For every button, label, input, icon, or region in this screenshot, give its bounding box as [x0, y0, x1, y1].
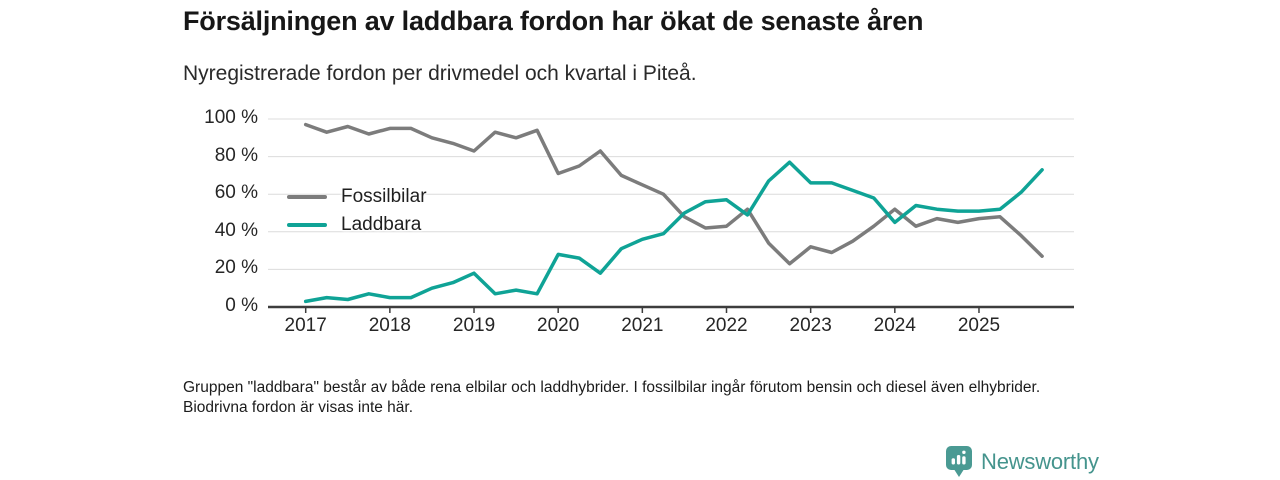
chart-footnote: Gruppen "laddbara" består av både rena elbilar och laddhybrider. I fossilbilar ingår förutom bensin och diesel även elhybrider. Biodrivna fordon är visas inte här.: [183, 379, 1041, 416]
x-axis-label: 2017: [284, 315, 327, 336]
page-title: Försäljningen av laddbara fordon har ökat de senaste åren: [183, 6, 924, 36]
x-axis-label: 2023: [789, 315, 832, 336]
x-axis-label: 2021: [621, 315, 664, 336]
newsworthy-pin-barchart-icon: [946, 446, 972, 477]
chart-legend: [287, 183, 427, 239]
x-axis-label: 2022: [705, 315, 748, 336]
x-axis-label: 2019: [452, 315, 496, 336]
y-axis-label: 20 %: [214, 257, 258, 279]
x-axis-label: 2024: [873, 315, 916, 336]
legend-item-fossilbilar: [287, 183, 427, 211]
newsworthy-logo-text: Newsworthy: [981, 448, 1099, 474]
legend-item-laddbara: [287, 211, 427, 239]
x-axis-label: 2018: [368, 315, 411, 336]
fossilbilar-line-swatch: [287, 195, 327, 199]
chart-subtitle: Nyregistrerade fordon per drivmedel och kvartal i Piteå.: [183, 62, 697, 85]
legend-label: Fossilbilar: [341, 186, 427, 207]
y-axis-label: 40 %: [214, 219, 258, 241]
x-axis-label: 2025: [957, 315, 1001, 336]
y-axis-label: 60 %: [214, 182, 258, 204]
laddbara-line-swatch: [287, 223, 327, 227]
newsworthy-logo: [946, 446, 1099, 477]
y-axis-label: 80 %: [214, 144, 258, 166]
x-axis-label: 2020: [537, 315, 580, 336]
legend-label: Laddbara: [341, 214, 422, 235]
y-axis-label: 0 %: [225, 295, 258, 316]
y-axis-label: 100 %: [204, 107, 258, 128]
